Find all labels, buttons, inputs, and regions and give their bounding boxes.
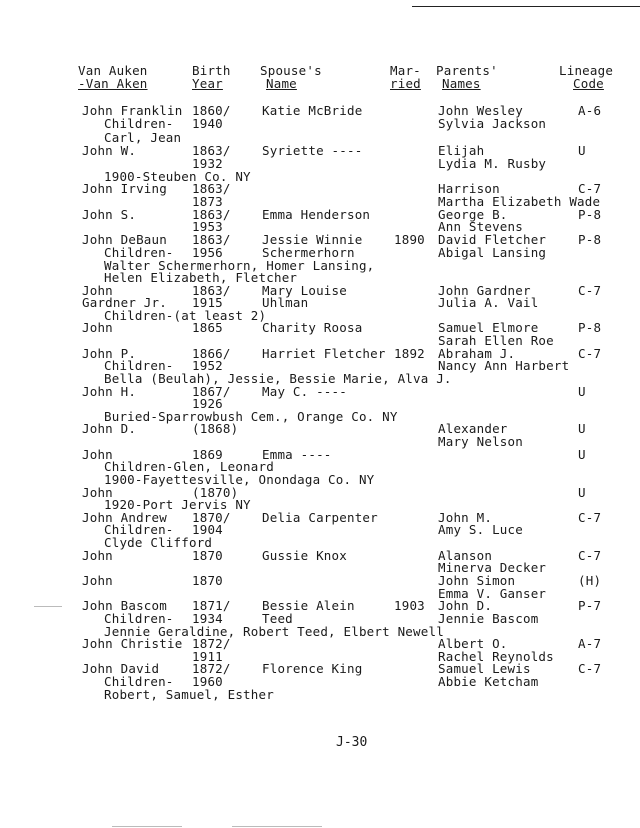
- cell-name: Children-: [104, 611, 174, 626]
- cell-parents: John Wesley: [438, 103, 523, 118]
- cell-lineage-code: A-7: [578, 636, 602, 651]
- cell-spouse: Syriette ----: [262, 143, 363, 158]
- cell-name: Children-: [104, 674, 174, 689]
- cell-birth-year: 1870/: [192, 510, 231, 525]
- cell-name: 1920-Port Jervis NY: [104, 497, 251, 512]
- header-ried: ried: [390, 76, 421, 91]
- cell-name: John H.: [82, 384, 137, 399]
- cell-parents: John Simon: [438, 573, 516, 588]
- cell-married: 1890: [394, 232, 425, 247]
- cell-birth-year: 1872/: [192, 661, 231, 676]
- cell-spouse: Emma ----: [262, 447, 332, 462]
- cell-parents: Elijah: [438, 143, 485, 158]
- cell-name: Walter Schermerhorn, Homer Lansing,: [104, 258, 375, 273]
- cell-name: John: [82, 573, 113, 588]
- header-van-auken: Van Auken: [78, 63, 148, 78]
- cell-birth-year: 1952: [192, 358, 223, 373]
- cell-spouse: Delia Carpenter: [262, 510, 378, 525]
- cell-parents: Julia A. Vail: [438, 295, 539, 310]
- cell-birth-year: 1870: [192, 573, 223, 588]
- scan-mark: [34, 606, 62, 607]
- cell-birth-year: 1871/: [192, 598, 231, 613]
- cell-birth-year: 1870: [192, 548, 223, 563]
- cell-lineage-code: (H): [578, 573, 602, 588]
- cell-birth-year: (1870): [192, 485, 239, 500]
- cell-name: John Andrew: [82, 510, 167, 525]
- cell-name: John David: [82, 661, 160, 676]
- cell-parents: Alexander: [438, 421, 508, 436]
- cell-parents: Martha Elizabeth Wade: [438, 194, 601, 209]
- cell-lineage-code: U: [578, 384, 586, 399]
- cell-birth-year: 1863/: [192, 232, 231, 247]
- cell-lineage-code: P-7: [578, 598, 602, 613]
- cell-lineage-code: C-7: [578, 283, 602, 298]
- cell-name: John P.: [82, 346, 137, 361]
- cell-parents: Amy S. Luce: [438, 522, 523, 537]
- header-lineage: Lineage: [559, 63, 614, 78]
- cell-name: John: [82, 320, 113, 335]
- cell-spouse: Schermerhorn: [262, 245, 355, 260]
- cell-name: 1900-Fayettesville, Onondaga Co. NY: [104, 472, 375, 487]
- cell-spouse: Bessie Alein: [262, 598, 355, 613]
- cell-parents: Abraham J.: [438, 346, 516, 361]
- cell-name: John D.: [82, 421, 137, 436]
- cell-lineage-code: P-8: [578, 232, 602, 247]
- cell-spouse: Harriet Fletcher: [262, 346, 386, 361]
- cell-birth-year: 1869: [192, 447, 223, 462]
- header-spouses: Spouse's: [260, 63, 322, 78]
- cell-parents: Ann Stevens: [438, 219, 523, 234]
- cell-parents: Samuel Lewis: [438, 661, 531, 676]
- header-name: Name: [266, 76, 297, 91]
- cell-lineage-code: U: [578, 485, 586, 500]
- cell-birth-year: 1904: [192, 522, 223, 537]
- cell-name: John Bascom: [82, 598, 167, 613]
- header-year: Year: [192, 76, 223, 91]
- cell-name: Buried-Sparrowbush Cem., Orange Co. NY: [104, 409, 398, 424]
- cell-birth-year: 1873: [192, 194, 223, 209]
- header-van-aken: -Van Aken: [78, 76, 148, 91]
- cell-spouse: Charity Roosa: [262, 320, 363, 335]
- cell-name: Clyde Clifford: [104, 535, 213, 550]
- cell-lineage-code: C-7: [578, 661, 602, 676]
- cell-birth-year: 1863/: [192, 143, 231, 158]
- cell-lineage-code: P-8: [578, 207, 602, 222]
- cell-birth-year: 1863/: [192, 181, 231, 196]
- cell-name: Gardner Jr.: [82, 295, 167, 310]
- cell-spouse: May C. ----: [262, 384, 347, 399]
- cell-lineage-code: U: [578, 421, 586, 436]
- cell-spouse: Jessie Winnie: [262, 232, 363, 247]
- cell-name: Children-: [104, 116, 174, 131]
- cell-parents: Alanson: [438, 548, 493, 563]
- cell-name: John: [82, 283, 113, 298]
- cell-parents: Sylvia Jackson: [438, 116, 547, 131]
- cell-parents: Lydia M. Rusby: [438, 156, 547, 171]
- cell-birth-year: 1863/: [192, 283, 231, 298]
- cell-name: 1900-Steuben Co. NY: [104, 169, 251, 184]
- cell-parents: Rachel Reynolds: [438, 649, 554, 664]
- cell-parents: John D.: [438, 598, 493, 613]
- cell-parents: Nancy Ann Harbert: [438, 358, 570, 373]
- cell-name: Children-(at least 2): [104, 308, 267, 323]
- cell-lineage-code: A-6: [578, 103, 602, 118]
- cell-spouse: Katie McBride: [262, 103, 363, 118]
- scan-mark: [232, 826, 322, 827]
- cell-parents: Mary Nelson: [438, 434, 523, 449]
- scan-mark: [112, 826, 182, 827]
- cell-birth-year: 1863/: [192, 207, 231, 222]
- cell-spouse: Emma Henderson: [262, 207, 371, 222]
- cell-name: John DeBaun: [82, 232, 167, 247]
- cell-parents: John M.: [438, 510, 493, 525]
- cell-lineage-code: U: [578, 143, 586, 158]
- cell-birth-year: 1953: [192, 219, 223, 234]
- cell-birth-year: 1915: [192, 295, 223, 310]
- header-mar: Mar-: [390, 63, 421, 78]
- cell-parents: Abigal Lansing: [438, 245, 547, 260]
- cell-name: Jennie Geraldine, Robert Teed, Elbert Newell: [104, 624, 444, 639]
- cell-married: 1892: [394, 346, 425, 361]
- header-parents: Parents': [436, 63, 498, 78]
- cell-spouse: Uhlman: [262, 295, 309, 310]
- cell-parents: Samuel Elmore: [438, 320, 539, 335]
- cell-lineage-code: C-7: [578, 548, 602, 563]
- cell-name: Robert, Samuel, Esther: [104, 687, 274, 702]
- cell-name: John Franklin: [82, 103, 183, 118]
- cell-birth-year: 1940: [192, 116, 223, 131]
- header-code: Code: [573, 76, 604, 91]
- cell-birth-year: 1860/: [192, 103, 231, 118]
- header-birth: Birth: [192, 63, 231, 78]
- cell-married: 1903: [394, 598, 425, 613]
- cell-name: Carl, Jean: [104, 130, 182, 145]
- cell-lineage-code: U: [578, 447, 586, 462]
- cell-name: John S.: [82, 207, 137, 222]
- cell-lineage-code: C-7: [578, 510, 602, 525]
- cell-birth-year: 1956: [192, 245, 223, 260]
- cell-parents: Albert O.: [438, 636, 508, 651]
- cell-name: John W.: [82, 143, 137, 158]
- cell-parents: Emma V. Ganser: [438, 586, 547, 601]
- cell-spouse: Teed: [262, 611, 293, 626]
- cell-birth-year: 1872/: [192, 636, 231, 651]
- cell-spouse: Mary Louise: [262, 283, 347, 298]
- top-rule: [412, 6, 640, 7]
- cell-parents: John Gardner: [438, 283, 531, 298]
- cell-birth-year: 1960: [192, 674, 223, 689]
- cell-parents: Harrison: [438, 181, 500, 196]
- cell-spouse: Gussie Knox: [262, 548, 347, 563]
- cell-birth-year: 1934: [192, 611, 223, 626]
- cell-parents: Sarah Ellen Roe: [438, 333, 554, 348]
- cell-name: Children-: [104, 522, 174, 537]
- cell-name: John: [82, 447, 113, 462]
- cell-name: Bella (Beulah), Jessie, Bessie Marie, Alva J.: [104, 371, 452, 386]
- cell-lineage-code: P-8: [578, 320, 602, 335]
- cell-birth-year: 1866/: [192, 346, 231, 361]
- header-names: Names: [442, 76, 481, 91]
- page-number: J-30: [336, 735, 368, 750]
- cell-parents: Jennie Bascom: [438, 611, 539, 626]
- cell-parents: David Fletcher: [438, 232, 547, 247]
- cell-name: John Christie: [82, 636, 183, 651]
- cell-name: Children-Glen, Leonard: [104, 459, 274, 474]
- cell-spouse: Florence King: [262, 661, 363, 676]
- cell-birth-year: 1911: [192, 649, 223, 664]
- cell-lineage-code: C-7: [578, 346, 602, 361]
- cell-name: Children-: [104, 358, 174, 373]
- cell-name: John Irving: [82, 181, 167, 196]
- cell-parents: George B.: [438, 207, 508, 222]
- cell-name: John: [82, 548, 113, 563]
- cell-birth-year: 1867/: [192, 384, 231, 399]
- cell-parents: Minerva Decker: [438, 560, 547, 575]
- cell-lineage-code: C-7: [578, 181, 602, 196]
- cell-birth-year: 1865: [192, 320, 223, 335]
- cell-name: Helen Elizabeth, Fletcher: [104, 270, 298, 285]
- cell-birth-year: 1932: [192, 156, 223, 171]
- cell-parents: Abbie Ketcham: [438, 674, 539, 689]
- cell-name: John: [82, 485, 113, 500]
- cell-birth-year: 1926: [192, 396, 223, 411]
- cell-birth-year: (1868): [192, 421, 239, 436]
- cell-name: Children-: [104, 245, 174, 260]
